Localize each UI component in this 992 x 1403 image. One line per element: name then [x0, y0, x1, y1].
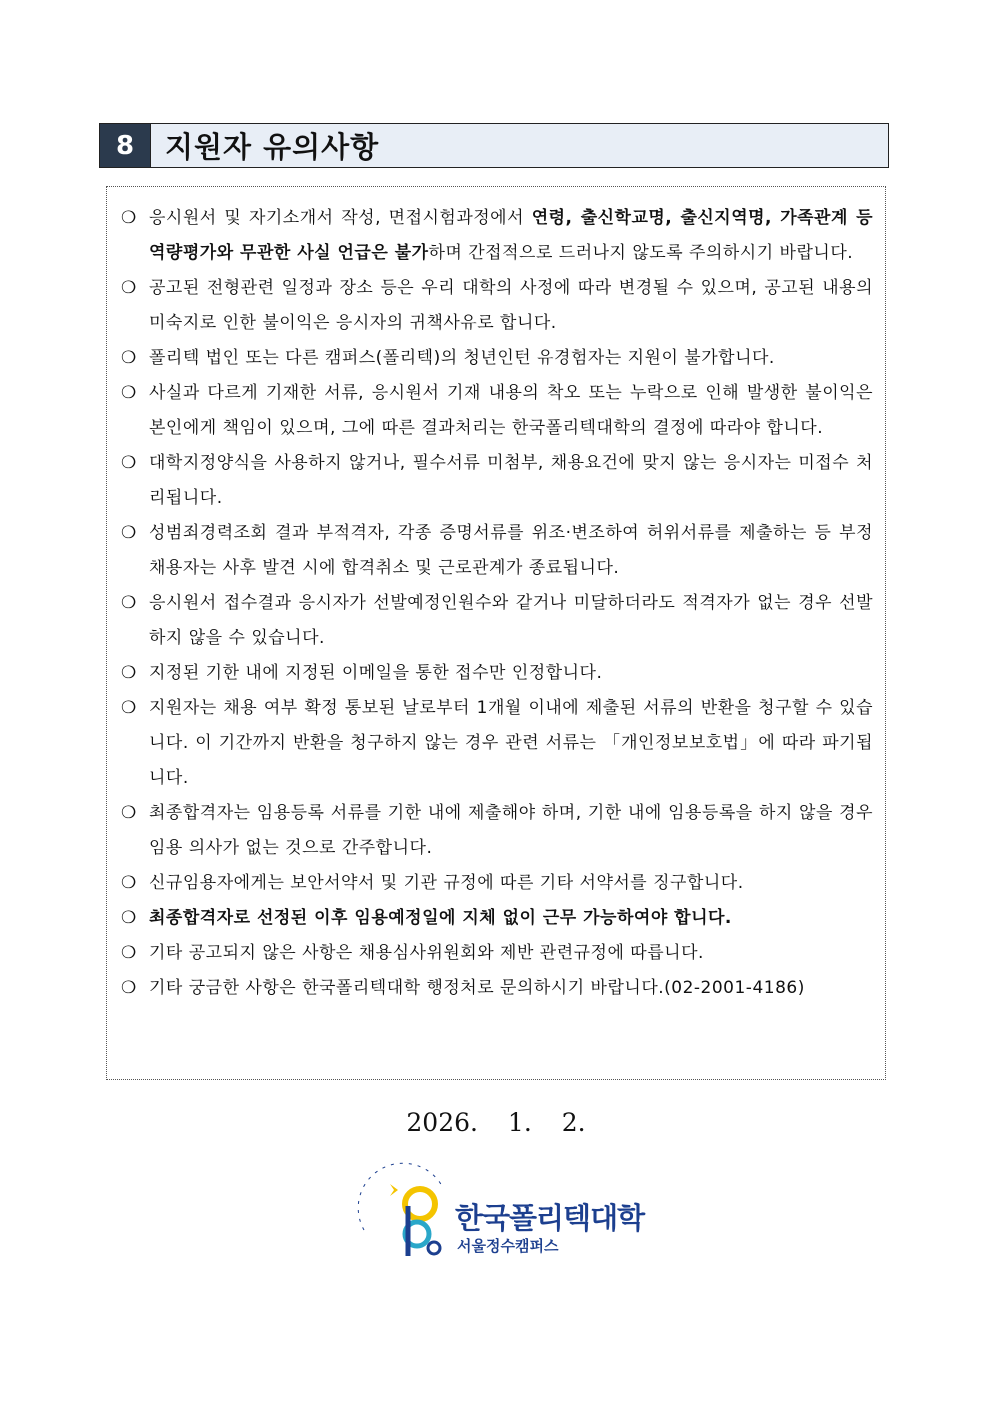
bullet-icon: ❍ [121, 208, 137, 228]
notice-text-regular: 최종합격자는 임용등록 서류를 기한 내에 제출해야 하며, 기한 내에 임용등록을 하지 않을 경우 임용 의사가 없는 것으로 간주합니다. [149, 803, 873, 858]
bullet-icon: ❍ [121, 663, 137, 683]
bullet-icon: ❍ [121, 978, 137, 998]
notice-text-regular: 기타 공고되지 않은 사항은 채용심사위원회와 제반 관련규정에 따릅니다. [149, 943, 704, 963]
bullet-icon: ❍ [121, 698, 137, 718]
notice-text-regular: 대학지정양식을 사용하지 않거나, 필수서류 미첨부, 채용요건에 맞지 않는 응시자는 미접수 처리됩니다. [149, 453, 873, 508]
bullet-icon: ❍ [121, 523, 137, 543]
notice-text-regular: 신규임용자에게는 보안서약서 및 기관 규정에 따른 기타 서약서를 징구합니다. [149, 873, 744, 893]
notice-item [121, 971, 873, 1006]
notice-item [121, 446, 873, 516]
notice-item [121, 516, 873, 586]
notice-text [149, 341, 873, 376]
notice-item [121, 656, 873, 691]
notice-item [121, 901, 873, 936]
notice-text [149, 446, 873, 516]
bullet-icon: ❍ [121, 278, 137, 298]
document-date: 2026. 1. 2. [406, 1108, 586, 1137]
bullet-icon: ❍ [121, 593, 137, 613]
bullet-icon: ❍ [121, 383, 137, 403]
notice-text [149, 586, 873, 656]
notice-text [149, 271, 873, 341]
notice-text-regular: 사실과 다르게 기재한 서류, 응시원서 기재 내용의 착오 또는 누락으로 인해 발생한 불이익은 본인에게 책임이 있으며, 그에 따른 결과처리는 한국폴리텍대학의 결정에 따라야 합니다. [149, 383, 873, 438]
notice-item [121, 201, 873, 271]
notice-text-regular: 지정된 기한 내에 지정된 이메일을 통한 접수만 인정합니다. [149, 663, 603, 683]
notice-text [149, 796, 873, 866]
section-header [99, 123, 889, 168]
logo-campus-name: 서울정수캠퍼스 [457, 1237, 559, 1255]
notice-text-emphasis: 최종합격자로 선정된 이후 임용예정일에 지체 없이 근무 가능하여야 합니다. [149, 908, 732, 928]
notice-text [149, 866, 873, 901]
bullet-icon: ❍ [121, 943, 137, 963]
notice-box [106, 186, 886, 1080]
notice-text-regular: 기타 궁금한 사항은 한국폴리텍대학 행정처로 문의하시기 바랍니다.(02-2001-4186) [149, 978, 805, 998]
university-logo [350, 1160, 650, 1260]
notice-item [121, 866, 873, 901]
bullet-icon: ❍ [121, 908, 137, 928]
notice-text-regular: 폴리텍 법인 또는 다른 캠퍼스(폴리텍)의 청년인턴 유경험자는 지원이 불가합니다. [149, 348, 775, 368]
notice-text [149, 936, 873, 971]
notice-text-regular: 공고된 전형관련 일정과 장소 등은 우리 대학의 사정에 따라 변경될 수 있으며, 공고된 내용의 미숙지로 인한 불이익은 응시자의 귀책사유로 합니다. [149, 278, 873, 333]
notice-text-regular: 응시원서 및 자기소개서 작성, 면접시험과정에서 [149, 208, 532, 228]
notice-text [149, 201, 873, 271]
notice-text [149, 376, 873, 446]
notice-text-regular: 응시원서 접수결과 응시자가 선발예정인원수와 같거나 미달하더라도 적격자가 없는 경우 선발하지 않을 수 있습니다. [149, 593, 873, 648]
bullet-icon: ❍ [121, 453, 137, 473]
notice-text-emphasis: 연령, 출신학교명, 출신지역명, 가족관계 등 역량평가와 무관한 사실 언급은 불가 [149, 208, 873, 263]
logo-university-name: 한국폴리텍대학 [455, 1201, 645, 1235]
notice-item [121, 271, 873, 341]
notice-text [149, 691, 873, 796]
notice-text [149, 971, 873, 1006]
section-number: 8 [100, 124, 150, 167]
notice-item [121, 341, 873, 376]
notice-item [121, 376, 873, 446]
notice-item [121, 691, 873, 796]
polytechnics-emblem-icon [350, 1160, 460, 1260]
notice-text [149, 901, 873, 936]
notice-text [149, 656, 873, 691]
notice-text-regular: 성범죄경력조회 결과 부적격자, 각종 증명서류를 위조·변조하여 허위서류를 제출하는 등 부정 채용자는 사후 발견 시에 합격취소 및 근로관계가 종료됩니다. [149, 523, 873, 578]
notice-text [149, 516, 873, 586]
notice-item [121, 796, 873, 866]
bullet-icon: ❍ [121, 873, 137, 893]
bullet-icon: ❍ [121, 348, 137, 368]
notice-item [121, 586, 873, 656]
section-title: 지원자 유의사항 [150, 124, 888, 167]
notice-text-regular: 지원자는 채용 여부 확정 통보된 날로부터 1개월 이내에 제출된 서류의 반환을 청구할 수 있습니다. 이 기간까지 반환을 청구하지 않는 경우 관련 서류는 「개인정보보호법」에 따라 파기됩니다. [149, 698, 873, 788]
notice-item [121, 936, 873, 971]
bullet-icon: ❍ [121, 803, 137, 823]
notice-text-regular: 하며 간접적으로 드러나지 않도록 주의하시기 바랍니다. [428, 243, 854, 263]
